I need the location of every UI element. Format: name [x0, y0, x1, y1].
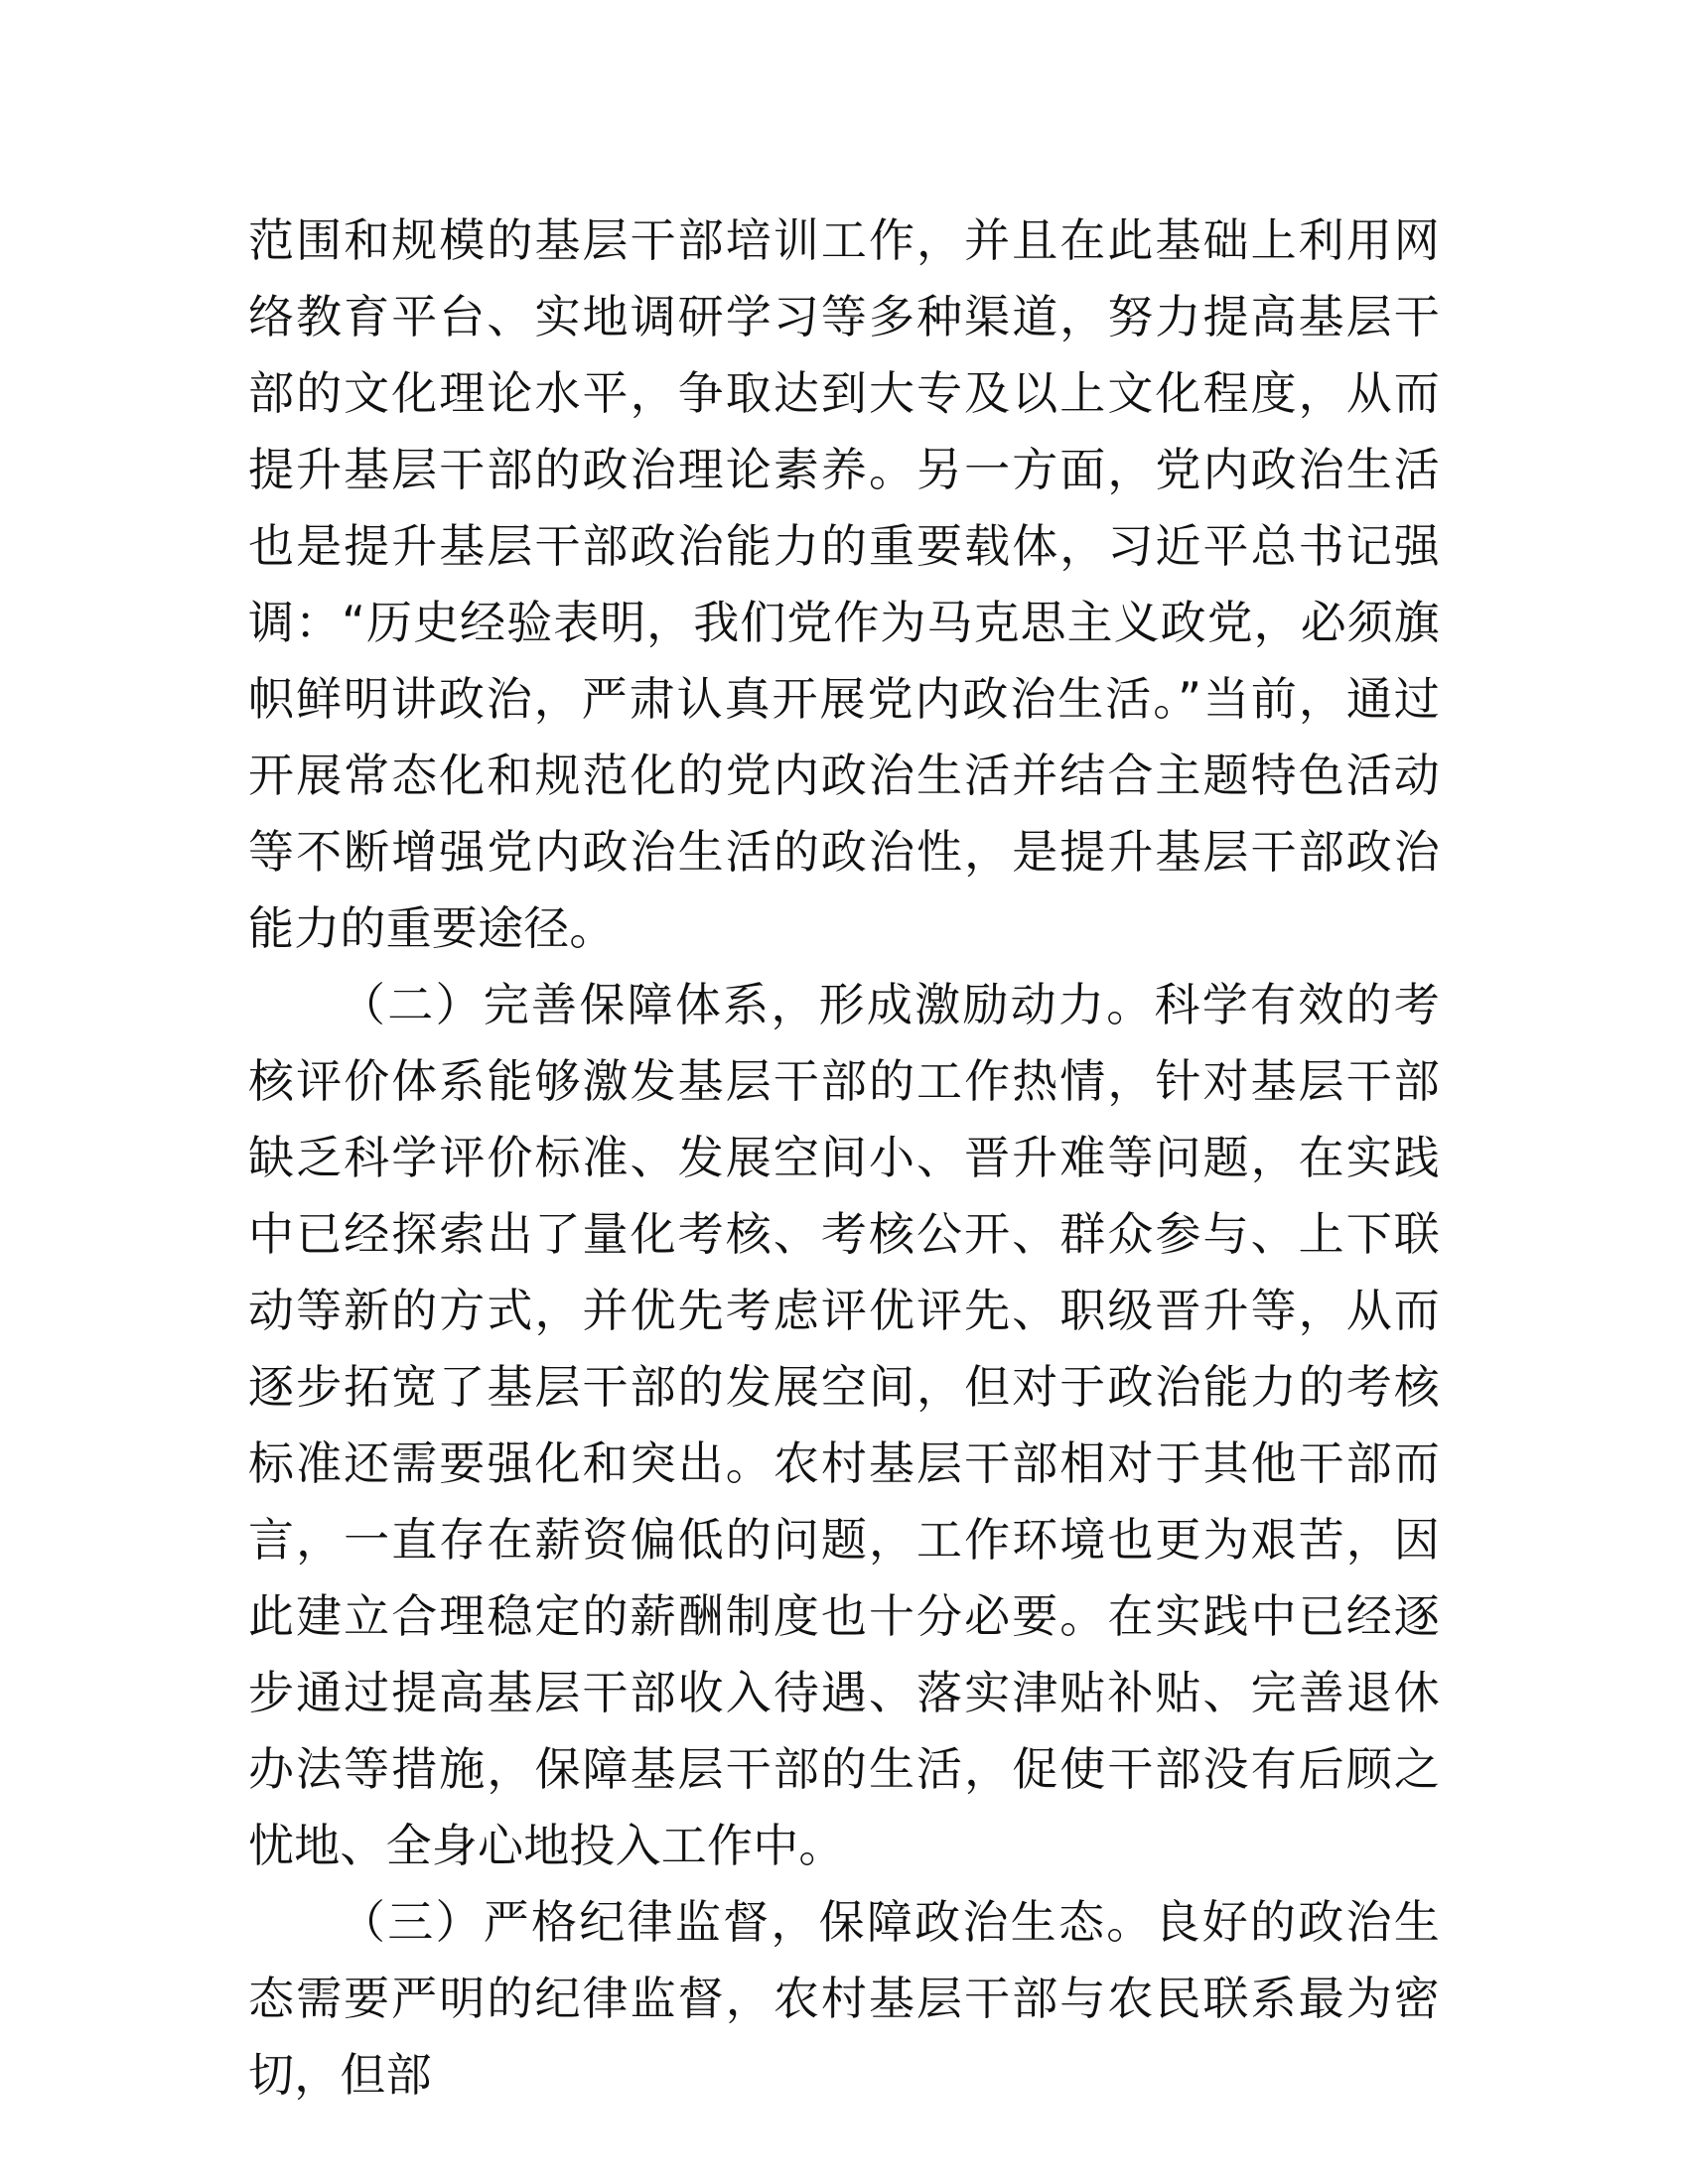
body-paragraph-3: （三）严格纪律监督，保障政治生态。良好的政治生态需要严明的纪律监督，农村基层干部与农民联系最为密切，但部: [248, 1895, 1440, 2102]
document-body: [248, 203, 1440, 2114]
body-paragraph-1: 范围和规模的基层干部培训工作，并且在此基础上利用网络教育平台、实地调研学习等多种渠道，努力提高基层干部的文化理论水平，争取达到大专及以上文化程度，从而提升基层干部的政治理论素养。另一方面，党内政治生活也是提升基层干部政治能力的重要载体，习近平总书记强调：“历史经验表明，我们党作为马克思主义政党，必须旗帜鲜明讲政治，严肃认真开展党内政治生活。”当前，通过开展常态化和规范化的党内政治生活并结合主题特色活动等不断增强党内政治生活的政治性，是提升基层干部政治能力的重要途径。: [248, 213, 1440, 955]
body-paragraph-2: （二）完善保障体系，形成激励动力。科学有效的考核评价体系能够激发基层干部的工作热情，针对基层干部缺乏科学评价标准、发展空间小、晋升难等问题，在实践中已经探索出了量化考核、考核公开、群众参与、上下联动等新的方式，并优先考虑评优评先、职级晋升等，从而逐步拓宽了基层干部的发展空间，但对于政治能力的考核标准还需要强化和突出。农村基层干部相对于其他干部而言，一直存在薪资偏低的问题，工作环境也更为艰苦，因此建立合理稳定的薪酬制度也十分必要。在实践中已经逐步通过提高基层干部收入待遇、落实津贴补贴、完善退休办法等措施，保障基层干部的生活，促使干部没有后顾之忧地、全身心地投入工作中。: [248, 978, 1440, 1872]
